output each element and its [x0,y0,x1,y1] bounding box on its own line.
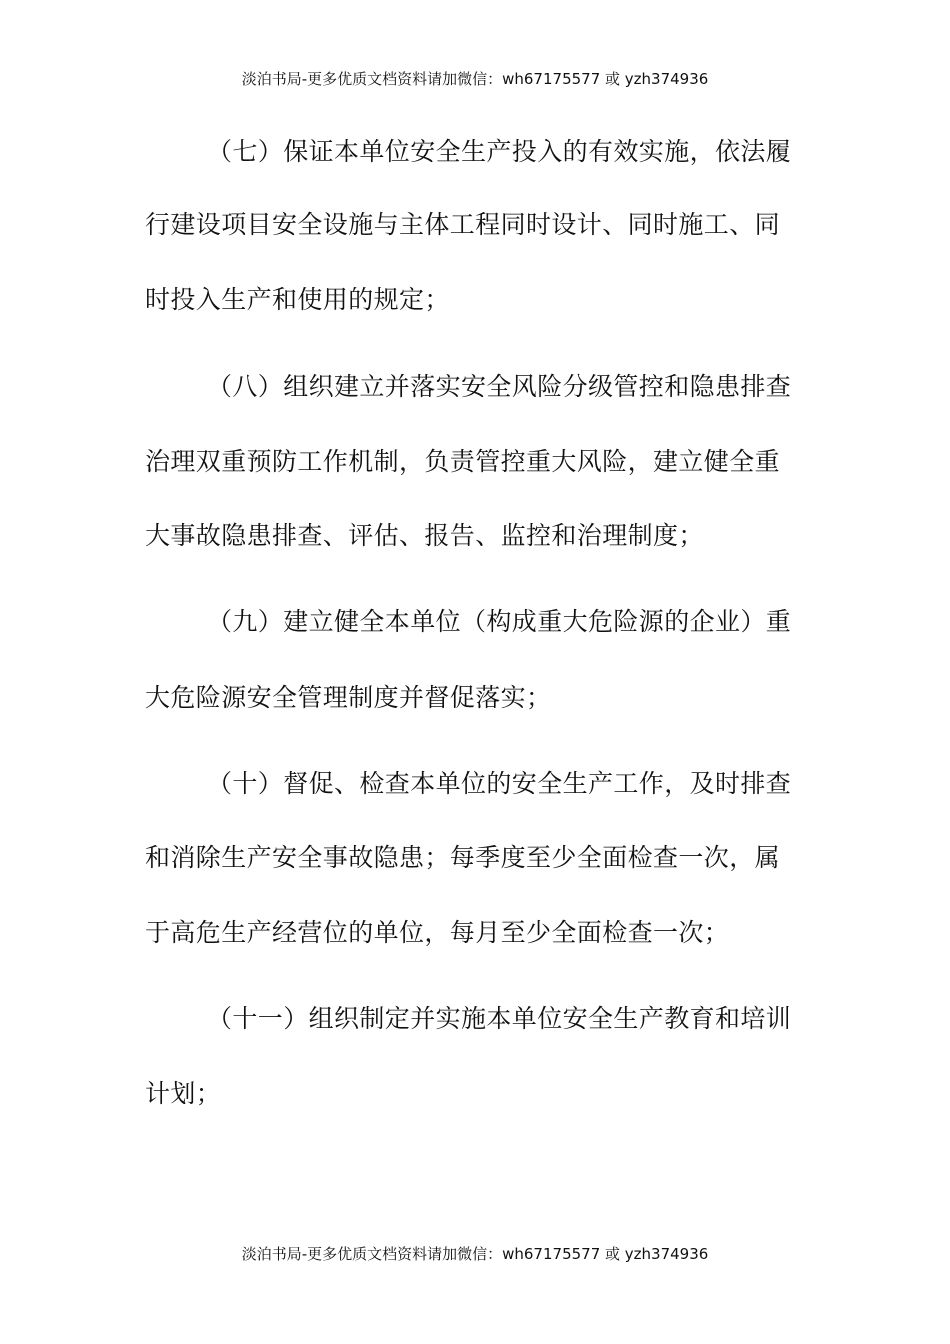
paragraph-8-line-3: 大事故隐患排查、评估、报告、监控和治理制度； [145,521,704,550]
paragraph-11-line-1: （十一）组织制定并实施本单位安全生产教育和培训 [207,1004,792,1033]
page-footer: 淡泊书局-更多优质文档资料请加微信：wh67175577 或 yzh374936 [241,1245,709,1263]
paragraph-10-line-1: （十）督促、检查本单位的安全生产工作，及时排查 [207,769,792,798]
paragraph-7-line-1: （七）保证本单位安全生产投入的有效实施，依法履 [207,137,792,166]
paragraph-8-line-1: （八）组织建立并落实安全风险分级管控和隐患排查 [207,372,792,401]
paragraph-10-line-3: 于高危生产经营位的单位，每月至少全面检查一次； [145,918,730,947]
paragraph-10-line-2: 和消除生产安全事故隐患；每季度至少全面检查一次，属 [145,843,781,872]
paragraph-7-line-3: 时投入生产和使用的规定； [145,285,450,314]
paragraph-8-line-2: 治理双重预防工作机制，负责管控重大风险，建立健全重 [145,447,781,476]
paragraph-9-line-1: （九）建立健全本单位（构成重大危险源的企业）重 [207,607,792,636]
paragraph-11-line-2: 计划； [145,1079,222,1108]
paragraph-9-line-2: 大危险源安全管理制度并督促落实； [145,683,552,712]
paragraph-7-line-2: 行建设项目安全设施与主体工程同时设计、同时施工、同 [145,210,781,239]
page-header: 淡泊书局-更多优质文档资料请加微信：wh67175577 或 yzh374936 [241,70,709,88]
